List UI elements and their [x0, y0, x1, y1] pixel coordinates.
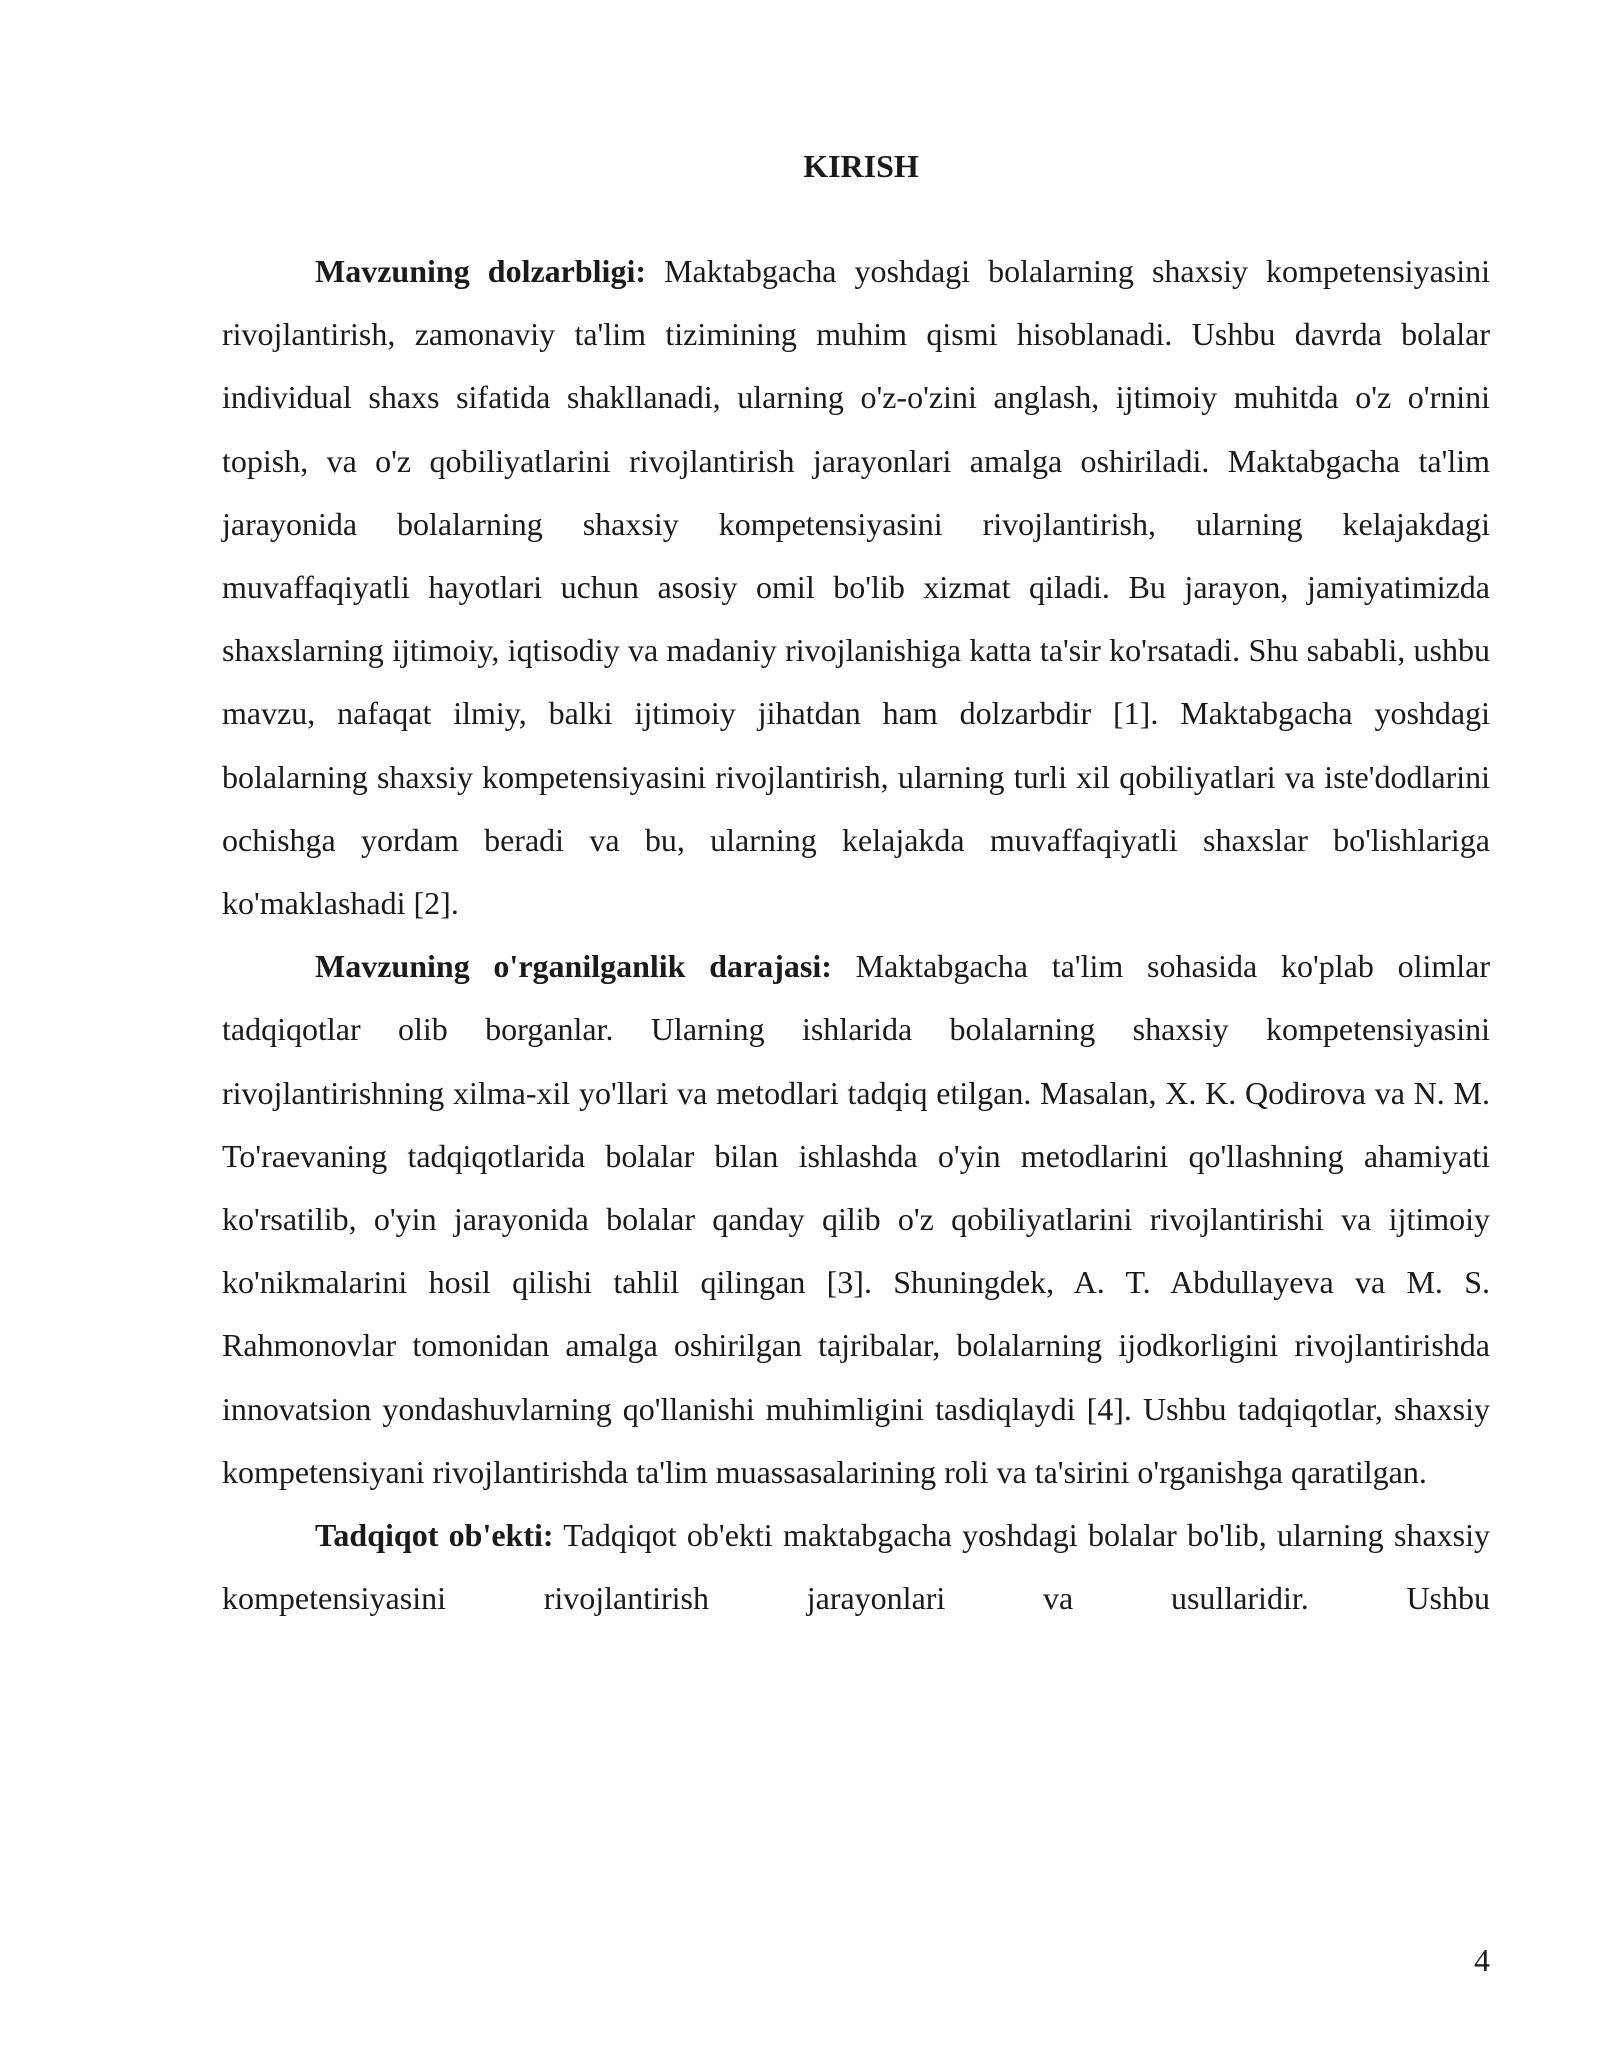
paragraph-term: Mavzuning dolzarbligi: [315, 253, 646, 289]
paragraph-text: Maktabgacha yoshdagi bolalarning shaxsiy kompetensiyasini rivojlantirish, zamonaviy ta'lim tizimining muhim qismi hisoblanadi. Ushbu davrda bolalar individual shaxs sifatida shakllanadi, ularning o'z-o'zini anglash, ijtimoiy muhitda o'z o'rnini topish, va o'z qobiliyatlarini rivojlantirish jarayonlari amalga oshiriladi. Maktabgacha ta'lim jarayonida bolalarning shaxsiy kompetensiyasini rivojlantirish, ularning kelajakdagi muvaffaqiyatli hayotlari uchun asosiy omil bo'lib xizmat qiladi. Bu jarayon, jamiyatimizda shaxslarning ijtimoiy, iqtisodiy va madaniy rivojlanishiga katta ta'sir ko'rsatadi. Shu sababli, ushbu mavzu, nafaqat ilmiy, balki ijtimoiy jihatdan ham dolzarbdir [1]. Maktabgacha yoshdagi bolalarning shaxsiy kompetensiyasini rivojlantirish, ularning turli xil qobiliyatlari va iste'dodlarini ochishga yordam beradi va bu, ularning kelajakda muvaffaqiyatli shaxslar bo'lishlariga ko'maklashadi [2]. [222, 253, 1491, 922]
paragraph-relevance [222, 240, 1490, 935]
paragraph-term: Mavzuning o'rganilganlik darajasi: [315, 948, 832, 985]
paragraph-study-level [222, 935, 1490, 1504]
paragraph-text: Tadqiqot ob'ekti maktabgacha yoshdagi bolalar bo'lib, ularning shaxsiy kompetensiyasini rivojlantirish jarayonlari va usullaridir. Ushbu [222, 1517, 1491, 1617]
body-text [222, 240, 1490, 1630]
paragraph-term: Tadqiqot ob'ekti: [315, 1517, 554, 1554]
paragraph-research-object [222, 1504, 1490, 1630]
paragraph-text: Maktabgacha ta'lim sohasida ko'plab olimlar tadqiqotlar olib borganlar. Ularning ishlarida bolalarning shaxsiy kompetensiyasini rivojlantirishning xilma-xil yo'llari va metodlari tadqiq etilgan. Masalan, X. K. Qodirova va N. M. To'raevaning tadqiqotlarida bolalar bilan ishlashda o'yin metodlarini qo'llashning ahamiyati ko'rsatilib, o'yin jarayonida bolalar qanday qilib o'z qobiliyatlarini rivojlantirishi va ijtimoiy ko'nikmalarini hosil qilishi tahlil qilingan [3]. Shuningdek, A. T. Abdullayeva va M. S. Rahmonovlar tomonidan amalga oshirilgan tajribalar, bolalarning ijodkorligini rivojlantirishda innovatsion yondashuvlarning qo'llanishi muhimligini tasdiqlaydi [4]. Ushbu tadqiqotlar, shaxsiy kompetensiyani rivojlantirishda ta'lim muassasalarining roli va ta'sirini o'rganishga qaratilgan. [222, 948, 1491, 1490]
page-number: 4 [1474, 1942, 1490, 1978]
section-heading: KIRISH [803, 148, 919, 184]
